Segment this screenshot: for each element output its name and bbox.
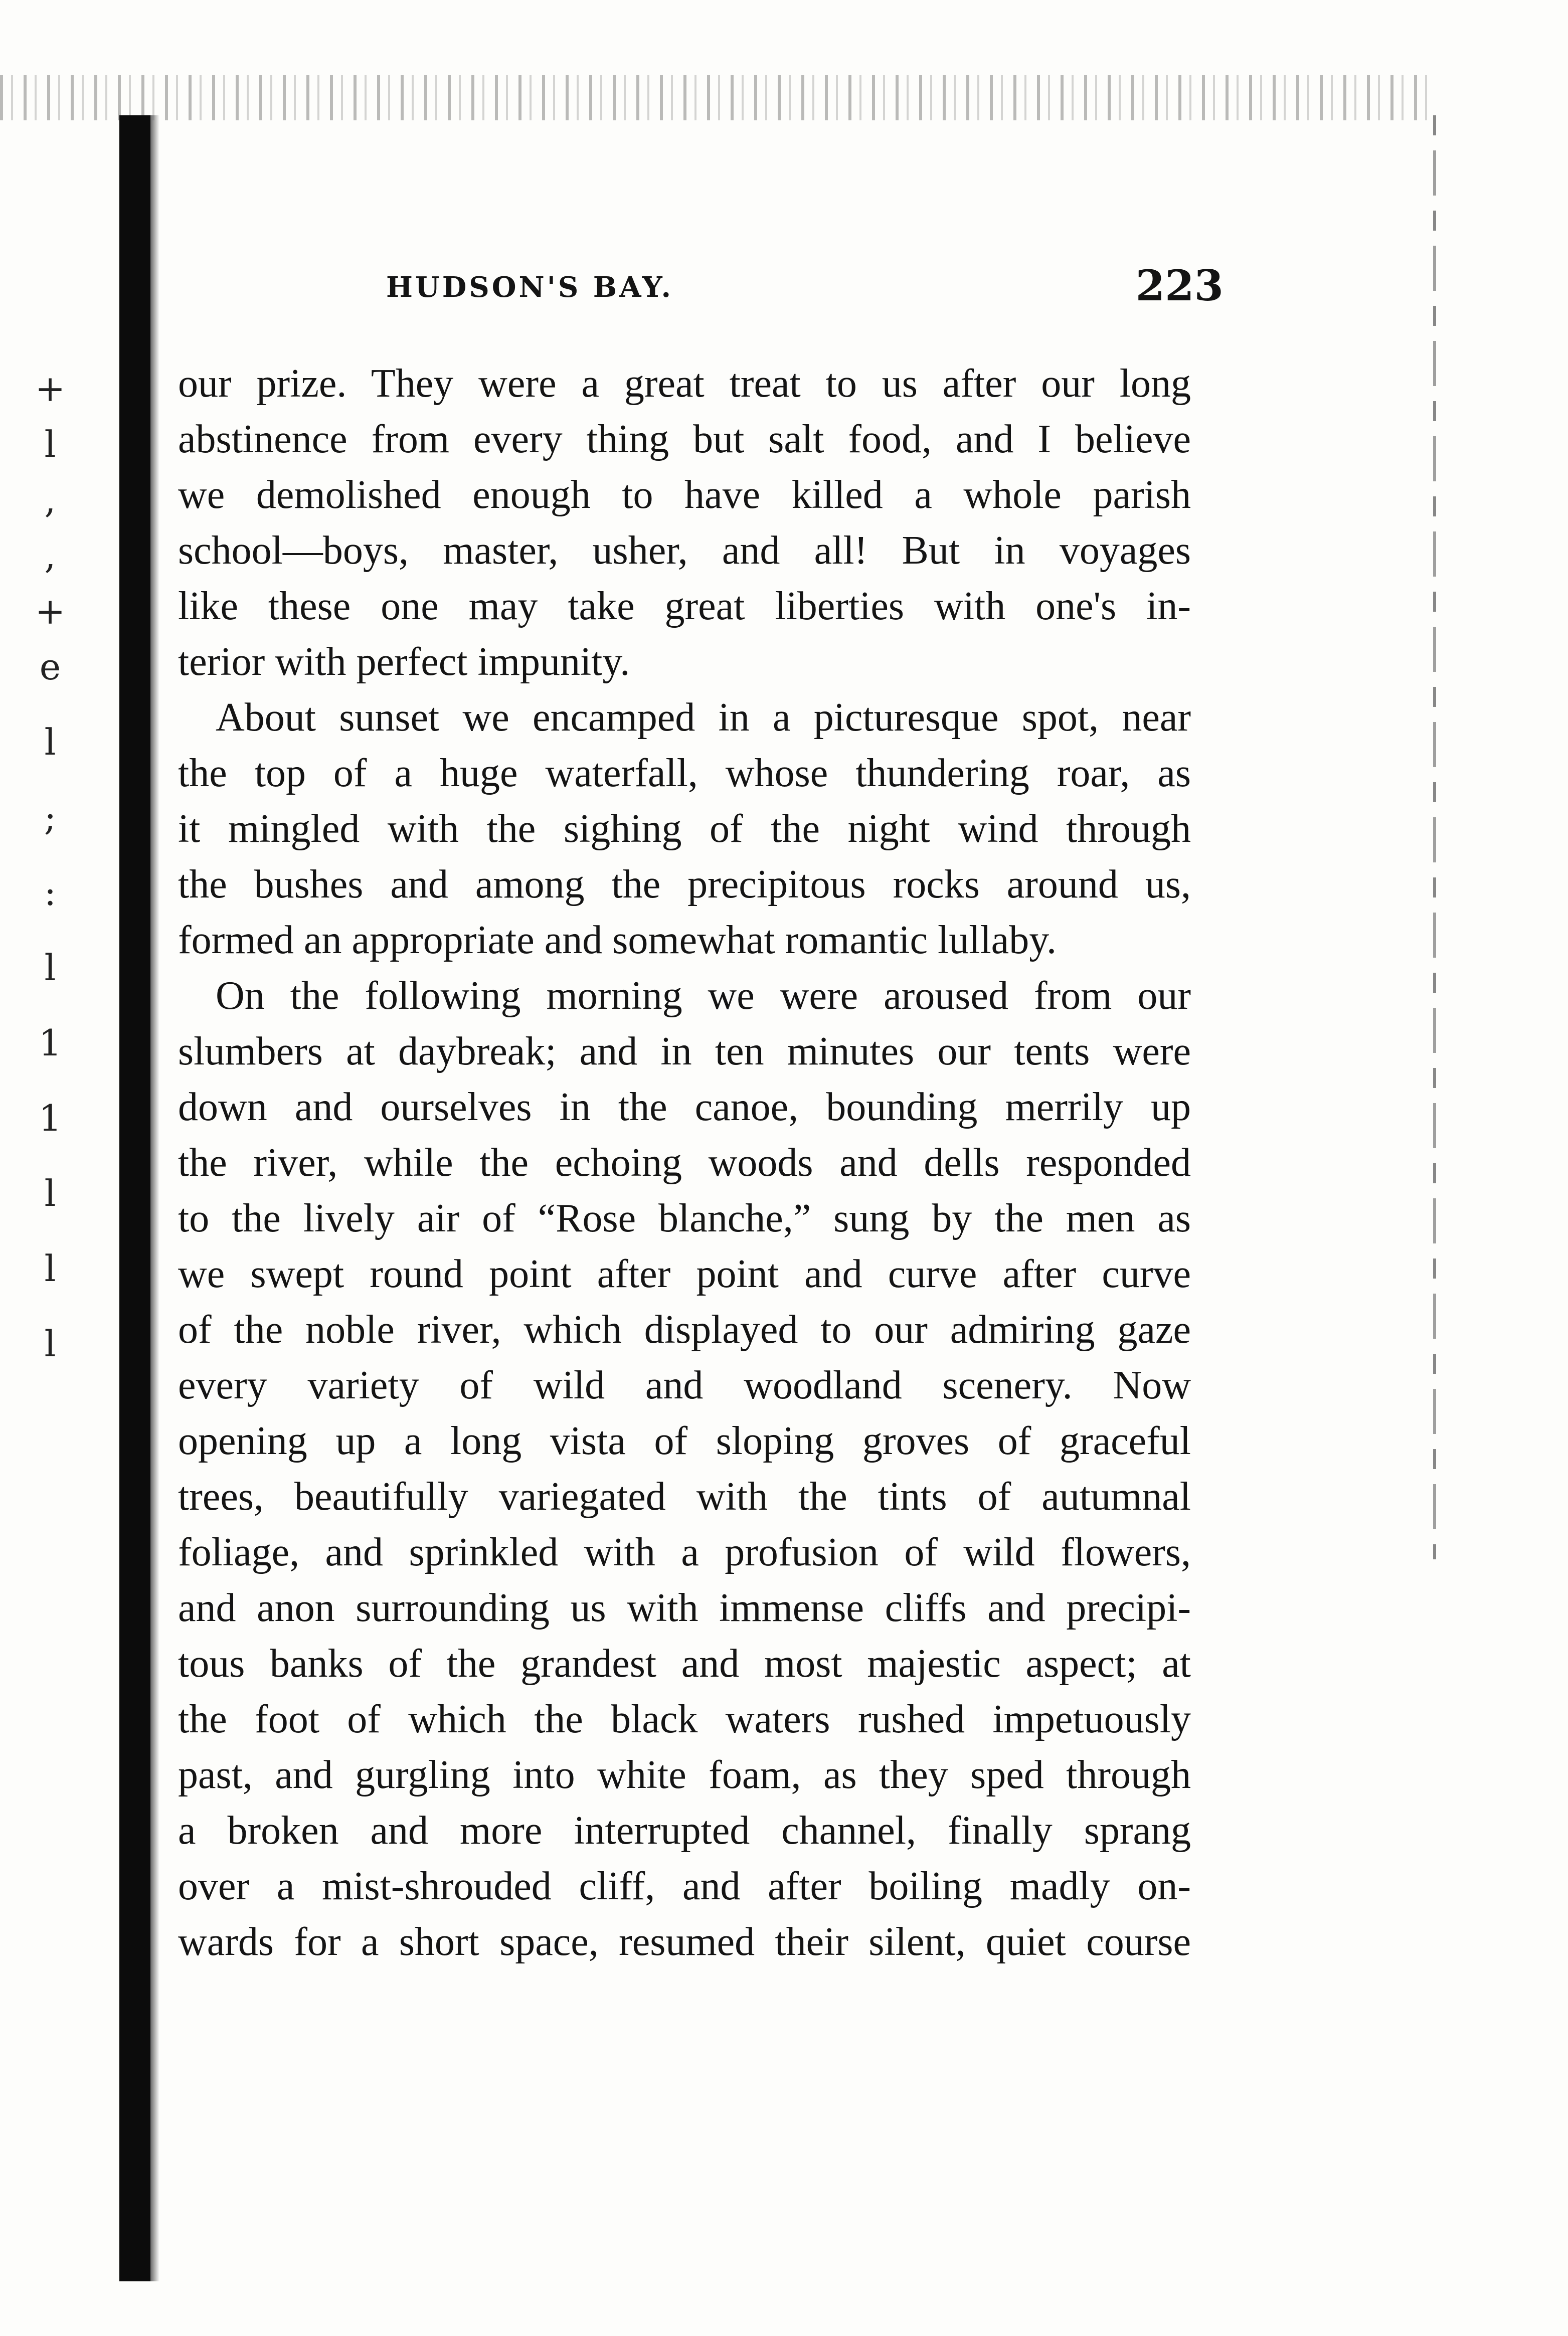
text-line: the bushes and among the precipitous rocks around us, <box>178 862 1191 907</box>
bleed-mark: l <box>44 1247 56 1290</box>
bleed-mark: ; <box>44 796 57 838</box>
bleed-mark: 1 <box>39 1022 62 1064</box>
bleed-mark: l <box>44 1323 56 1365</box>
text-line: About sunset we encamped in a picturesque spot, near <box>216 695 1191 740</box>
bleed-mark: , <box>44 534 56 577</box>
text-line: our prize. They were a great treat to us after our long <box>178 362 1191 406</box>
page-number: 223 <box>1135 261 1224 310</box>
bleed-mark: 1 <box>39 1097 62 1139</box>
text-line: trees, beautifully variegated with the tints of autumnal <box>178 1475 1191 1519</box>
bleed-mark: l <box>44 721 56 763</box>
text-line: On the following morning we were aroused from our <box>216 974 1191 1018</box>
page-top-edge-noise <box>0 75 1434 120</box>
facing-page-bleed-marks <box>30 361 70 1391</box>
text-line: it mingled with the sighing of the night wind through <box>178 807 1191 851</box>
running-head: HUDSON'S BAY. <box>386 271 674 304</box>
text-line: the foot of which the black waters rushed impetuously <box>178 1697 1191 1741</box>
bleed-mark: e <box>39 646 61 688</box>
text-line: terior with perfect impunity. <box>178 640 630 684</box>
bleed-mark: + <box>35 590 66 632</box>
text-line: we swept round point after point and curve after curve <box>178 1252 1191 1296</box>
text-line: every variety of wild and woodland scenery. Now <box>178 1363 1191 1407</box>
body-text <box>178 356 1191 1970</box>
text-line: of the noble river, which displayed to our admiring gaze <box>178 1308 1191 1352</box>
text-line: the top of a huge waterfall, whose thundering roar, as <box>178 751 1191 795</box>
text-line: the river, while the echoing woods and dells responded <box>178 1141 1191 1185</box>
text-line: and anon surrounding us with immense cliffs and precipi- <box>178 1586 1191 1630</box>
bleed-mark: , <box>44 479 56 521</box>
text-line: down and ourselves in the canoe, bounding merrily up <box>178 1085 1191 1129</box>
bleed-mark: + <box>35 368 66 410</box>
text-line: opening up a long vista of sloping groves of graceful <box>178 1419 1191 1463</box>
text-line: to the lively air of “Rose blanche,” sung by the men as <box>178 1196 1191 1240</box>
bleed-mark: l <box>44 423 56 465</box>
text-line: abstinence from every thing but salt food, and I believe <box>178 417 1191 461</box>
bleed-mark: l <box>44 1172 56 1214</box>
binding-gutter-shadow <box>119 115 150 2281</box>
text-line: foliage, and sprinkled with a profusion of wild flowers, <box>178 1530 1191 1574</box>
text-line: tous banks of the grandest and most majestic aspect; at <box>178 1642 1191 1686</box>
text-line: slumbers at daybreak; and in ten minutes our tents were <box>178 1029 1191 1073</box>
bleed-mark: : <box>44 871 57 914</box>
text-line: a broken and more interrupted channel, finally sprang <box>178 1809 1191 1853</box>
bleed-mark: l <box>44 947 56 989</box>
page-right-edge <box>1433 115 1436 1559</box>
text-line: wards for a short space, resumed their silent, quiet course <box>178 1920 1191 1964</box>
text-line: over a mist-shrouded cliff, and after boiling madly on- <box>178 1864 1191 1908</box>
text-line: school—boys, master, usher, and all! But in voyages <box>178 528 1191 573</box>
text-line: past, and gurgling into white foam, as they sped through <box>178 1753 1191 1797</box>
text-line: like these one may take great liberties with one's in- <box>178 584 1191 628</box>
text-line: formed an appropriate and somewhat romantic lullaby. <box>178 918 1057 962</box>
text-line: we demolished enough to have killed a whole parish <box>178 473 1191 517</box>
binding-gutter-fade <box>150 115 159 2281</box>
